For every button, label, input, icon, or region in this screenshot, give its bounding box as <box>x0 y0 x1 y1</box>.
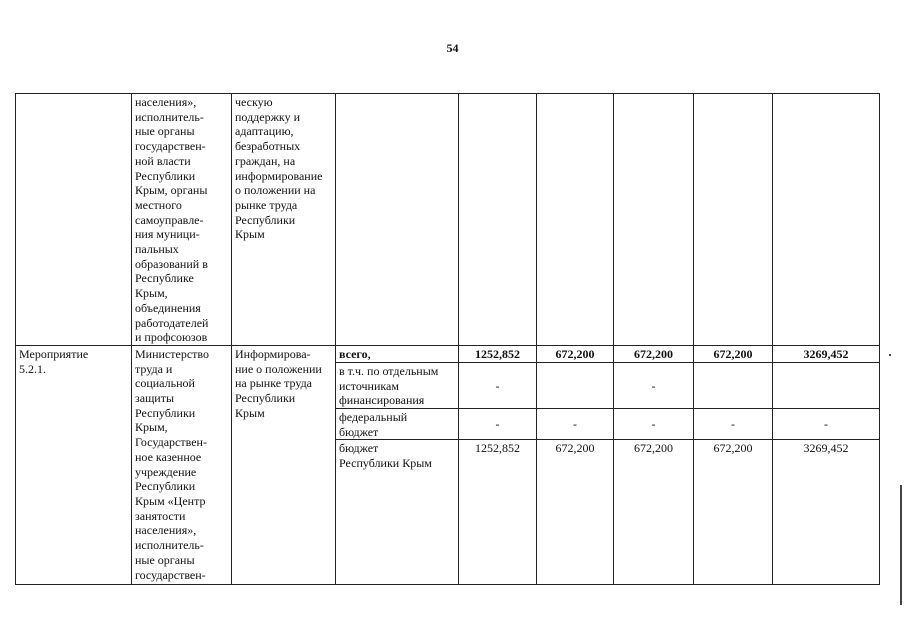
value-year-4: - <box>694 409 773 440</box>
executor-cell <box>132 345 232 585</box>
value-year-3: - <box>614 409 694 440</box>
value-total: 3269,452 <box>773 345 880 362</box>
value-year-1: - <box>459 362 537 408</box>
value-cell <box>614 94 694 346</box>
value-cell <box>773 94 880 346</box>
scan-edge-line <box>900 485 902 605</box>
value-cell <box>459 94 537 346</box>
value-year-4 <box>694 362 773 408</box>
program-table <box>15 93 880 585</box>
value-total: 3269,452 <box>773 440 880 585</box>
value-year-3: 672,200 <box>614 345 694 362</box>
value-year-3: - <box>614 362 694 408</box>
value-year-2: - <box>537 409 614 440</box>
measure-name-cell <box>16 94 132 346</box>
source-label <box>336 362 459 408</box>
value-total <box>773 362 880 408</box>
executor-cell <box>132 94 232 346</box>
value-year-2: 672,200 <box>537 345 614 362</box>
measure-total-row <box>16 345 880 362</box>
scan-dot <box>889 354 891 356</box>
value-year-3: 672,200 <box>614 440 694 585</box>
value-year-1: 1252,852 <box>459 345 537 362</box>
measure-name: Мероприятие 5.2.1. <box>19 346 89 376</box>
value-year-2: 672,200 <box>537 440 614 585</box>
page-number: 54 <box>446 41 459 55</box>
result-text: Информирова- ние о положении на рынке труда Республики Крым <box>235 346 322 420</box>
source-label <box>336 440 459 585</box>
executor-text: Министерство труда и социальной защиты Республики Крым, Государствен- ное казенное учреждение Республики Крым «Центр занятости населения», исполнитель- ные органы государствен- <box>135 346 209 582</box>
executor-text: населения», исполнитель- ные органы государствен- ной власти Республики Крым, органы местного самоуправле- ния муници- пальных образований в Республике Крым, объединения работодателей и профсоюзов <box>135 95 209 345</box>
source-cell <box>336 94 459 346</box>
value-year-4: 672,200 <box>694 345 773 362</box>
value-year-1: 1252,852 <box>459 440 537 585</box>
value-cell <box>694 94 773 346</box>
source-label-text: федеральный бюджет <box>339 410 408 439</box>
source-label <box>336 409 459 440</box>
source-label: всего, <box>336 345 459 362</box>
result-cell <box>232 345 336 585</box>
result-text: ческую поддержку и адаптацию, безработных граждан, на информирование о положении на рынке труда Республики Крым <box>235 95 323 242</box>
source-label-text: в т.ч. по отдельным источникам финансирования <box>339 363 439 408</box>
source-label-text: бюджет Республики Крым <box>339 441 432 471</box>
value-cell <box>537 94 614 346</box>
value-year-4: 672,200 <box>694 440 773 585</box>
value-year-1: - <box>459 409 537 440</box>
measure-name-cell <box>16 345 132 585</box>
value-year-2 <box>537 362 614 408</box>
value-total: - <box>773 409 880 440</box>
result-cell <box>232 94 336 346</box>
continuation-row <box>16 94 880 346</box>
